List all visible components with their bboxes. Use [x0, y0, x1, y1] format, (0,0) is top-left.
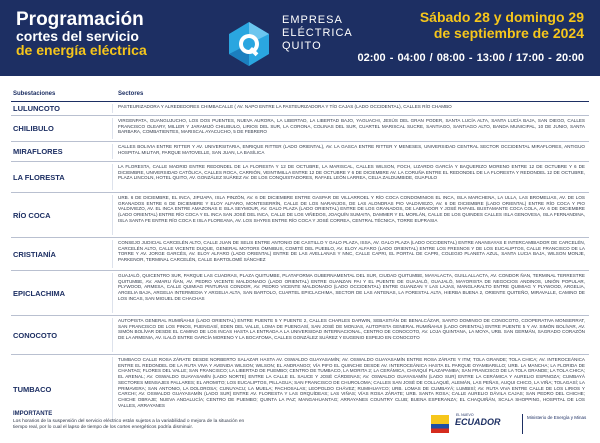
substation-name: EPICLACHIMA	[13, 288, 66, 298]
ecuador-flag-icon	[429, 413, 451, 435]
substation-name: LULUNCOTO	[13, 104, 60, 113]
cell-divider	[112, 104, 113, 113]
government-tagline: EL NUEVO	[456, 413, 474, 417]
table-row-miraflores	[11, 142, 589, 162]
table-row-rio-coca	[11, 193, 589, 238]
outage-table	[11, 88, 589, 424]
substation-name: LA FLORESTA	[13, 172, 65, 182]
page-title: Programación	[16, 9, 144, 30]
brand-line-2: ELÉCTRICA	[282, 27, 353, 39]
eeq-logo-icon	[225, 20, 273, 68]
sector-list: TUMBACO CALLE ROSA ZÁRATE DESDE NORBERTO SALAZAR HASTA AV. OSWALDO GUAYASAMÍN; AV. OSWALDO GUAYASAMÍN ENTRE ROSA ZÁRATE Y ITM; TOLA GRANDE; TOLA CHICA; AV. INTEROCEÁNICA ENTRE EL REDONDEL DE LA RUTA VIVA Y AVENIDA WILSON; WILSON; EL ANDRANGO; VÍA PIFO EL QUINCHE DESDE AV. INTEROCEÁNICA HASTA EL PARQUE OYAMBARILLO; URB. LA MANCHA; LA FLORIDA DE CHANTAG; FLORES DEL VALLE; SAN FRANCISCO; LA LIBERTAD DE PUEMBO; CENTRO DE TUMBACO, LA MORITA 2; LA CERÁMICA, CHIVIQUÍ PLAZAPAMBA; SAN FRANCISCO DE LA TOLA GRANDE; LA TOLA CHICA; EL ARENAL; AV. OSWALDO GUAYASAMÍN (LADO NORTE) ENTRE LA CALLE EL SAUCE Y JOSÉ CÁRDENAS; AV. OSWALDO GUAYASAMÍN (LADO SUR) ENTRE LA CERÁMICA Y AURELIO ESPINOZA; CUMBAYÁ SECTORES MENSAJES PALLARES; EL AROMITO; LOS EUCALIPTOS, PILLAGUA; SAN FRANCISCO DE CHUROLOMA; CALLES SAN JOSÉ DE COLLAQUÉ, ALEMÁN, LAS PEÑAS, AUQUI CHICO, LA VIÑA; TOLAGASÍ; LA PRIMAVERA; SAN ANTONIO, LA DOLOROSA; CUNUYACU; LA MUELA; PACHOSALAS; LEOPOLDO CHÁVEZ; RUMIHUAYCO; URB. LOMAS DE CUMBAYÁ; LUMBISÍ; AV. RUTA VIVA ENTRE CALLE DE LOS LIRIOS Y CARCHI; AV. OSWALDO GUAYASAMÍN (LADO SUR) ENTRE AV. FLORESTA Y LAS ORQUÍDEAS; LAS VIÑAS; VÍAS ROSA ZÁRATE; URB. SANTA ROSA; CALLE AURELIO DÁVILA CAJAS; SAN PEDRO DEL CHICHE; CHICHE OBRAJE; NUEVA ANDALUCÍA; CENTRO DE PUEMBO; QUINTA LA PAZ; MANGAHUANTAG; ARRAYANES COUNTRY CLUB; BUENA ESPERANZA; EL CHAQUIÑÁN, SCALA SHOPPING, HOSPITAL DE LOS VALLES, ARRAYANES	[118, 357, 585, 408]
logo-divider	[522, 414, 523, 434]
outage-hours: 02:00 - 04:00 / 08:00 - 13:00 / 17:00 - 20:00	[357, 52, 584, 64]
substation-name: TUMBACO	[13, 385, 52, 394]
table-row-epiclachima	[11, 271, 589, 316]
cell-divider	[112, 144, 113, 159]
cell-divider	[112, 195, 113, 235]
sector-list: CALLES BOLIVIA ENTRE RITTER Y AV. UNIVERSITARIA, ENRIQUE RITTER (LADO ORIENTAL), AV. LA GASCA ENTRE RITTER Y MENESES, UNIVERSIDAD CENTRAL SECTOR OCCIDENTAL MIRAFLORES, ANTIGUO HOSPITAL MILITAR, PARQUE MATOVELLE, SAN JUAN, LA BASÍLICA	[118, 144, 585, 155]
substation-name: MIRAFLORES	[13, 147, 63, 156]
cell-divider	[112, 118, 113, 139]
cell-divider	[112, 240, 113, 268]
table-row-tumbaco	[11, 355, 589, 424]
ministry-name: Ministerio de Energía y Minas	[527, 415, 587, 420]
table-row-chilibulo	[11, 116, 589, 142]
cell-divider	[112, 318, 113, 352]
date-range: Sábado 28 y domingo 29	[419, 9, 584, 25]
government-logo: ECUADOR	[455, 417, 501, 427]
important-notice-text: Los horarios de la suspensión del servicio eléctrico están sujetos a la variabilidad o mejora de la situación en tiempo real, por lo cual el lapso de tiempo de los cortes energéticos podría disminuir.	[13, 419, 245, 430]
sector-list: AUTOPISTA GENERAL RUMIÑAHUI (LADO ORIENTAL) ENTRE PUENTE 5 Y PUENTE 2, CALLES CHARLES DARWIN, SEBASTIÁN DE BENALCÁZAR, SANTO DOMINGO DE CONOCOTO, COOPERATIVA MONSERRAT, SAN FRANCISCO DE LOS PINOS, PUENGASÍ, EDEN DEL VALLE, LOMA DE PUENGASÍ, SAN JOSÉ DE MONJAS, AUTOPISTA GENERAL RUMIÑAHUI (LADO ORIENTAL) ENTRE PUENTE 5 Y AV. SIMÓN BOLÍVAR, AV. SIMÓN BOLÍVAR DESDE EL CAMINO DE LOS INCAS HASTA LA ENTRADA A LA UNIVERSIDAD INTERNACIONAL, CENTRO DE CONOCOTO, AV. LOJA QUINTANA, LA MOYA, URB. SAN GERMÁN, SAGRADO CORAZÓN DE LA ARMENIA, AV. ILALÓ ENTRE GARCÍA MORENO Y LA BOCATOMA, CALLES GONZÁLEZ SUÁREZ Y EUGENIO ESPEJO EN CONOCOTO	[118, 318, 585, 341]
table-header	[11, 88, 589, 102]
important-notice-title: IMPORTANTE	[13, 411, 53, 417]
substation-name: CHILIBULO	[13, 124, 54, 133]
cell-divider	[112, 357, 113, 422]
sector-list: PASTEURIZADORA Y ALREDEDORES CHIMBACALLE ( AV. NAPO ENTRE LA PASTEURIZADORA Y TÍO CAJAS (LADO OCCIDENTAL), CALLES RÍO CHAMBO	[118, 104, 452, 109]
table-row-conocoto	[11, 316, 589, 355]
date-range-month: de septiembre de 2024	[433, 25, 584, 41]
sector-list: LA FLORESTA, CALLE MADRID ENTRE REDONDEL DE LA FLORESTA Y 12 DE OCTUBRE, LA MARISCAL, CALLES WILSON, FOCH, LIZARDO GARCÍA Y BAQUERIZO MORENO ENTRE 12 DE OCTUBRE Y 6 DE DICIEMBRE, UNIVERSIDAD CATÓLICA, CALLES ROCA, CARRIÓN, VEINTIMILLA ENTRE 12 DE OCTUBRE Y 6 DE DICIEMBRE AV. LA CORUÑA ENTRE EL REDONDEL DE LA FLORESTA Y REDONDEL 12 DE OCTUBRE, PLAZA LINCOLN, HOTEL QUITO, AV. GONZÁLEZ SUÁREZ AV. DE LOS CONQUISTADORES, RAFAEL LEÓN LARREA, CELIA ZALDUMBIDE, GUAPULO	[118, 164, 585, 181]
substation-name: RÍO COCA	[13, 210, 51, 220]
page-subtitle-highlight: de energía eléctrica	[16, 42, 147, 58]
table-row-luluncoto	[11, 102, 589, 116]
page-subtitle: cortes del servicio	[16, 28, 139, 44]
sector-list: URB. 6 DE DICIEMBRE, EL INCA, JIPIJAPA, ISLA PINZÓN, AV. 6 DE DICIEMBRE ENTRE GASPAR DE VILLARROEL Y RÍO COCA CONDOMINIOS EL INCA, ISLA MARCHENA, LA ULLA, LAS BROMELIAS, AV. DE LOS GRANADOS ENTRE 6 DE DICIEMBRE Y ELOY ALFARO, MONTESERRÍN, CALLE DE LOS NARANJOS, DE LAS ALONDRAS PIO VALDIVIEZO, AV. 6 DE DICIEMBRE (LADO ORIENTAL) ENTRE RÍO COCA Y PIO VALDIVIEZO, AV. EL INCA ENTRE AMAZONAS E ISLA SEYMOUR, AV. GALO PLAZA (LADO ORIENTAL) ENTRE DE LOS GRANADOS, DE LABRADOR Y JOSÉ RAFAEL BUSTAMANTE COCA COLA, AV. 6 DE DICIEMBRE (LADO ORIENTAL) ENTRE RÍO COCA Y EL INCA SAN JOSÉ DEL INCA, CALLE DE LOS VIÑEDOS, JOAQUÍN SUMAITA, DAMMER Y EL MORLÁN, CALLE DE LOS QUINDES CALLES ISLA GENOVESA, ISLA FERNANDINA, ISLA SANTA FE ENTRE RÍO COCA E ISLA FLOREANA, AV. LOS SHYRIS ENTRE RÍO COCA Y JOSÉ CORREA, CENTRAL TÉCNICA, TORRE EUFRASIA	[118, 195, 585, 223]
substation-name: CRISTIANÍA	[13, 249, 56, 259]
brand-line-3: QUITO	[282, 40, 322, 52]
brand-line-1: EMPRESA	[282, 14, 343, 26]
column-header-substations: Subestaciones	[13, 91, 56, 97]
sector-list: VIRGENPATA, GUANGUJUCHO, LOS DOS PUENTES, NUEVA AURORA, LA LIBERTAD, LA LIBERTAD BAJO, YAGUACHI, JESÚS DEL GRAN PODER, SANTA LUCÍA ALTA, SANTA LUCÍA BAJA, SAN DIEGO, CALLES FRANCISCO OLEARY, MILLER Y JARAMIJÓ CHILIBULO, LIRIOS DEL SUR, LA CORONA, COLINAS DEL SUR, CUARTEL MARISCAL SUCRE, SANTIAGO, SANTIAGO ALTO, BANDA MUNICIPAL, 10 DE JUNIO, SANTA BARBARA, COMBATIENTES, MARISCAL AYACUCHO, 5 DE FEBRERO	[118, 118, 585, 135]
cell-divider	[112, 273, 113, 313]
sector-list: GUAJALÓ, QUICENTRO SUR, PARQUE LAS CUADRAS, PLAZA QUITUMBE, PLATAFORMA GUBERNAMENTAL DEL SUR, CIUDAD QUITUMBE, MAYALACTA, GUILLALLACTA, AV. CONDOR ÑAN, TERMINAL TERRESTRE QUITUMBE, AV. AMARU ÑAN, AV. PEDRO VICENTE MALDONADO (LADO ORIENTAL) ENTRE GUANZAN PAI Y EL PUENTE DE GUAJALÓ, GUAJALÓ, MAYORISTA DE NEGOCIOS ANDINOS, UNIÓN POPULAR, PLYWOOD, ARMESA, CALLE QUIMIAG PINTURAS CONDOR, AV. PEDRO VICENTE MALDONADO (LADO OCCIDENTAL) ENTRE GUANZAN Y LAS LAJAS, MANGLARALTO ENTRE QUIMIAG Y PLYWOOD, ARGELIA, ARGELIA BAJA, ARGELIA INTERMEDIA Y ARGELIA ALTA, SAN BARTOLO, CUARTEL EPICLACHIMA, SECTOR DE LAS ANTENAS, LA FORESTAL ALTA, HIERBA BUENA 2, ORIENTE QUITEÑO, MIRAVALLE, CAMINO DE LOS INCAS, SAN MIGUEL DE CHACHAS	[118, 273, 585, 301]
sector-list: CONSEJO JUDICIAL CARCELÉN ALTO, CALLE JUAN DE SELIS ENTRE ANTONIO DE CASTILLO Y GALO PLAZA, ISSA, AV. GALO PLAZA (LADO OCCIDENTAL) ENTRE ANANSAYAS E INTERCAMBIADOR DE CARCELÉN, CARCELÉN ALTO, CALLE VICENTE DUQUE, GENERAL MOTORS ÓMNIBUS, COMITÉ DEL PUEBLO, AV. ELOY ALFARO (LADO ORIENTAL) ENTRE LOS FRESNOS Y DE LOS EUCALIPTOS, CALLE FRANCISCO DE LA TORRE Y AV. JORGE GARCÉS, AV. ELOY ALFARO (LADO ORIENTAL) ENTRE DE LAS AVELLANAS Y NNC, CALLE CAPRI, EL PORTAL DE CAPRI, COLEGIO PLANETA AZUL, SANTA LUCIA BAJA, WILSON MONJE, PARKENOR, TERMINAL CARCELÉN, CALLE BARTOLOMÉ SÁNCHEZ	[118, 240, 585, 263]
substation-name: CONOCOTO	[13, 330, 58, 340]
column-header-sectors: Sectores	[118, 91, 144, 97]
table-row-cristiania	[11, 238, 589, 271]
brand-name	[282, 14, 353, 53]
table-row-la-floresta	[11, 162, 589, 193]
header-banner	[0, 0, 600, 76]
cell-divider	[112, 164, 113, 190]
